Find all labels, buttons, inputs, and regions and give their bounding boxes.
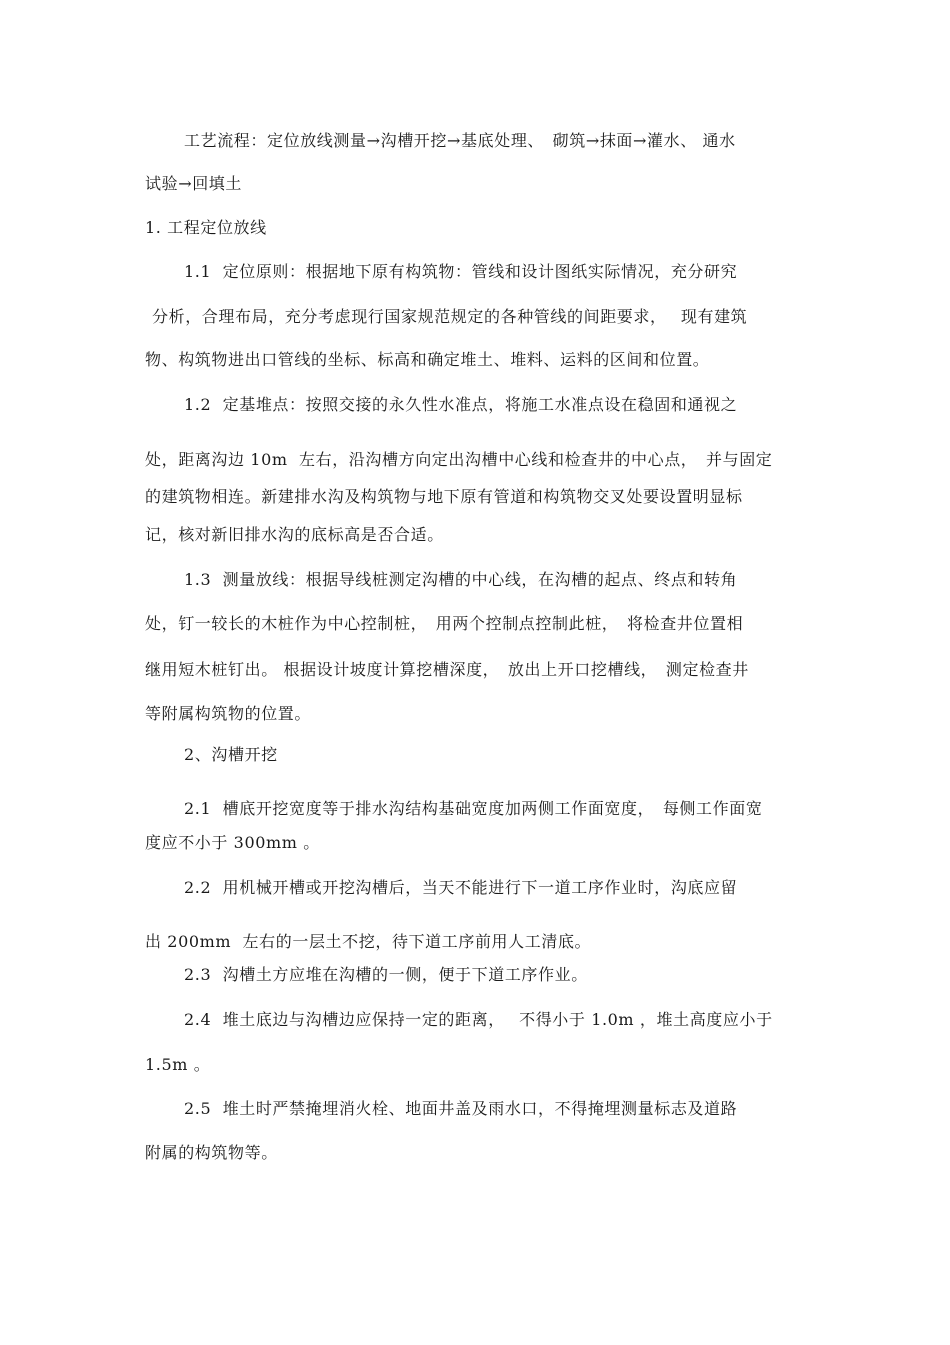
paragraph-2-5-line-1: 2.5 堆土时严禁掩埋消火栓、地面井盖及雨水口，不得掩埋测量标志及道路 — [184, 1099, 738, 1118]
paragraph-1-3-line-1: 1.3 测量放线：根据导线桩测定沟槽的中心线，在沟槽的起点、终点和转角 — [184, 570, 738, 589]
paragraph-2-2-line-2: 出 200mm 左右的一层土不挖，待下道工序前用人工清底。 — [145, 932, 592, 951]
paragraph-1-2-line-2: 处，距离沟边 10m 左右，沿沟槽方向定出沟槽中心线和检查井的中心点， 并与固定 — [145, 450, 773, 469]
paragraph-1-1-line-1: 1.1 定位原则：根据地下原有构筑物：管线和设计图纸实际情况，充分研究 — [184, 262, 738, 281]
section-heading-2: 2、沟槽开挖 — [184, 745, 278, 764]
paragraph-2-4-line-2: 1.5m 。 — [145, 1055, 211, 1074]
paragraph-2-4-line-1: 2.4 堆土底边与沟槽边应保持一定的距离， 不得小于 1.0m ，堆土高度应小于 — [184, 1010, 773, 1029]
paragraph-2-5-line-2: 附属的构筑物等。 — [145, 1143, 278, 1162]
process-flow-line-2: 试验→回填土 — [145, 174, 243, 193]
process-flow-line-1: 工艺流程：定位放线测量→沟槽开挖→基底处理、 砌筑→抹面→灌水、 通水 — [184, 131, 736, 150]
paragraph-2-1-line-2: 度应不小于 300mm 。 — [145, 833, 320, 852]
paragraph-1-3-line-3: 继用短木桩钉出。 根据设计坡度计算挖槽深度， 放出上开口挖槽线， 测定检查井 — [145, 660, 749, 679]
paragraph-1-3-line-2: 处，钉一较长的木桩作为中心控制桩， 用两个控制点控制此桩， 将检查井位置相 — [145, 614, 744, 633]
paragraph-1-3-line-4: 等附属构筑物的位置。 — [145, 704, 312, 723]
paragraph-1-2-line-1: 1.2 定基堆点：按照交接的永久性水准点，将施工水准点设在稳固和通视之 — [184, 395, 738, 414]
paragraph-1-1-line-3: 物、构筑物进出口管线的坐标、标高和确定堆土、堆料、运料的区间和位置。 — [145, 350, 710, 369]
paragraph-1-2-line-4: 记，核对新旧排水沟的底标高是否合适。 — [145, 525, 444, 544]
paragraph-2-3: 2.3 沟槽土方应堆在沟槽的一侧，便于下道工序作业。 — [184, 965, 588, 984]
paragraph-2-2-line-1: 2.2 用机械开槽或开挖沟槽后，当天不能进行下一道工序作业时，沟底应留 — [184, 878, 738, 897]
paragraph-1-2-line-3: 的建筑物相连。新建排水沟及构筑物与地下原有管道和构筑物交叉处要设置明显标 — [145, 487, 743, 506]
section-heading-1: 1. 工程定位放线 — [145, 218, 267, 237]
paragraph-2-1-line-1: 2.1 槽底开挖宽度等于排水沟结构基础宽度加两侧工作面宽度， 每侧工作面宽 — [184, 799, 763, 818]
paragraph-1-1-line-2: 分析，合理布局，充分考虑现行国家规范规定的各种管线的间距要求， 现有建筑 — [152, 307, 748, 326]
